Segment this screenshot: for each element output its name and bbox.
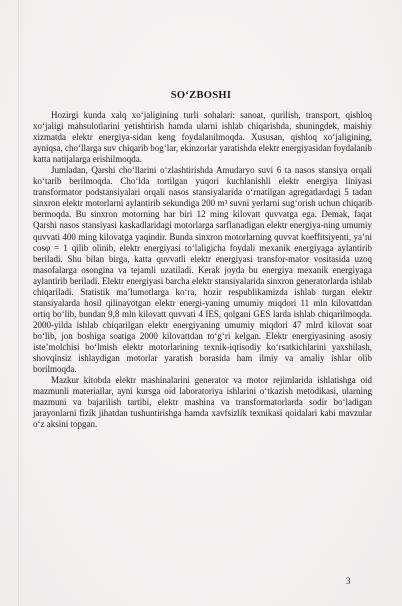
- page-number: 3: [346, 576, 351, 586]
- paragraph-3: Mazkur kitobda elektr mashinalarini generator va motor rejimlarida ishlatishga oid mazmunli materiallar, ayni kursga oid laboratoriya ishlarini o‘tkazish metodikasi, ularning mazmuni va bajarilish tartibi, elektr mashina va transformatorlarda sodir bo‘ladigan jarayonlarni fizik jihatdan tushuntirishga hamda xavfsizlik texnikasi qoidalari kabi mavzular o‘z aksini topgan.: [33, 375, 372, 430]
- preface-body: [33, 110, 372, 430]
- paragraph-2: Jumladan, Qarshi cho‘llarini o‘zlashtirishda Amudaryo suvi 6 ta nasos stansiya orqali ko‘tarib berilmoqda. Cho‘lda tortilgan yuqori kuchlanishli elektr energiya liniyasi transformator podstansiyalari orqali nasos stansiyalarida o‘rnatilgan agregatlardagi 5 tadan sinxron elektr motorlarni aylantirib sekundiga 200 m³ suvni yerlarni sug‘orish uchun chiqarib bermoqda. Bu sinxron motorning har biri 12 ming kilovatt quvvatga ega. Demak, faqat Qarshi nasos stansiyasi kaskadlaridagi motorlarga sarflanadigan elektr energiya-ning umumiy quvvati 400 ming kilovatga yaqindir. Bunda sinxron motorlarning quvvat koeffitsiyenti, ya’ni cosφ = 1 qilib olinib, elektr energiyasi to‘laligicha foydali mexanik energiyaga aylantirib beriladi. Shu bilan birga, katta quvvatli elektr energiyasi transfor-mator vositasida uzoq masofalarga osongina va tejamli uzatiladi. Kerak joyda bu energiya mexanik energiyaga aylantirib beriladi. Elektr energiyasi barcha elektr stansiyalarida sinxron generatorlarda ishlab chiqariladi. Statistik ma’lumotlarga ko‘ra, hozir respublikamizda ishlab turgan elektr stansiyalarda hosil qilinayotgan elektr energi-yaning umumiy miqdori 11 mln kilovattdan ortiq bo‘lib, bundan 9,8 mln kilovatt quvvati 4 IES, qolgani GES larda ishlab chiqarilmoqda. 2000-yilda ishlab chiqarilgan elektr energiyaning umumiy miqdori 47 mlrd kilovat soat bo‘lib, jon boshiga soatiga 2000 kilovattdan to‘g‘ri kelgan. Elektr energiyasining asosiy iste’molchisi bo‘lmish elektr motorlarining texnik-iqtisodiy ko‘rsatkichlarini yaxshilash, shovqinsiz ishlaydigan motorlar yaratish borasida ham ilmiy va amaliy ishlar olib borilmoqda.: [33, 165, 372, 375]
- paragraph-1: Hozirgi kunda xalq xo‘jaligining turli sohalari: sanoat, qurilish, transport, qishloq xo‘jaligi mahsulotlarini yetishtirish hamda ularni ishlab chiqarishda, shuningdek, maishiy xizmatda elektr energiya-sidan keng foydalanilmoqda. Xususan, qishloq xo‘jaligining, ayniqsa, cho‘llarga suv chiqarib bog‘lar, ekinzorlar yaratishda elektr energiyasidan foydalanib katta natijalarga erishilmoqda.: [33, 110, 372, 165]
- page-title: SO‘ZBOSHI: [170, 90, 232, 101]
